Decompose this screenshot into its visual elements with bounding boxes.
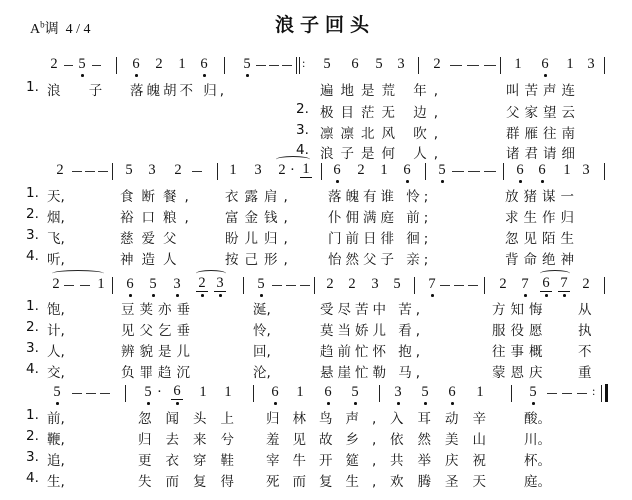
lyric-row-4-3: 3. 追, 更衣穿鞋 宰牛开筵, 共举庆祝 杯。: [26, 449, 551, 469]
lyric-row-1-3: 3. 凛凛北风 吹, 群雁往南: [296, 122, 580, 142]
key-signature: [30, 18, 91, 38]
lyric-row-2-4: 4. 听, 神造人 按己形, 怡然父子 亲; 背命绝神: [26, 248, 579, 268]
lyric-row-2-1: 1. 天, 食断餐, 衣露肩, 落魄有谁 怜; 放猪谋一: [26, 185, 579, 205]
notation-line-2: 2 5 3 2 1 3 2 · 1 6 2 1 6 5 6 6 1 3: [0, 162, 632, 182]
notation-line-1: 2 5 6 2 1 6 5 : 5 6 5 3 2 1 6 1 3: [0, 56, 632, 76]
key-letter: A: [30, 22, 41, 37]
lyric-row-2-3: 3. 飞, 慈爱父 盼儿归, 门前日徘 徊; 忽见陌生: [26, 227, 579, 247]
lyric-row-4-2: 2. 鞭, 归去来兮 羞见故乡, 依然美山 川。: [26, 428, 551, 448]
time-signature: 4 / 4: [65, 22, 91, 37]
lyric-row-3-1: 1. 饱, 豆荚亦垂 涎, 受尽苦中 苦, 方知悔 从: [26, 298, 592, 318]
key-accidental: b: [40, 19, 45, 30]
lyric-row-1-1: 1. 浪 子 落魄胡不 归, 遍地是荒 年, 叫苦声连: [26, 79, 580, 99]
lyric-row-3-4: 4. 交, 负罪趋沉 沦, 悬崖忙勒 马, 蒙恩庆 重: [26, 361, 592, 381]
lyric-row-1-2: 2. 极目茫无 边, 父家望云: [296, 101, 580, 121]
song-title: 浪子回头: [275, 14, 376, 36]
lyric-row-4-4: 4. 生, 失而复得 死而复生, 欢腾圣天 庭。: [26, 470, 551, 490]
lyric-row-3-2: 2. 计, 见父乞垂 怜, 莫当娇儿 看, 服役愿 执: [26, 319, 592, 339]
lyric-row-4-1: 1. 前, 忽闻头上 归林鸟声, 入耳动辛 酸。: [26, 407, 551, 427]
lyric-row-1-4: 4. 浪子是何 人, 诸君请细: [296, 142, 580, 162]
notation-line-3: 2 1 6 5 3 2 3 5 2 2 3 5 7 2 7 6 7 2: [0, 276, 632, 296]
lyric-row-2-2: 2. 烟, 裕口粮, 富金钱, 仆佣满庭 前; 求生作归: [26, 206, 579, 226]
notation-line-4: 5 5 · 6 1 1 6 1 6 5 3 5 6 1 5 :: [0, 384, 632, 404]
lyric-row-3-3: 3. 人, 辨貌是儿 回, 趋前忙怀 抱, 往事概 不: [26, 340, 592, 360]
key-label: 调: [44, 22, 59, 37]
